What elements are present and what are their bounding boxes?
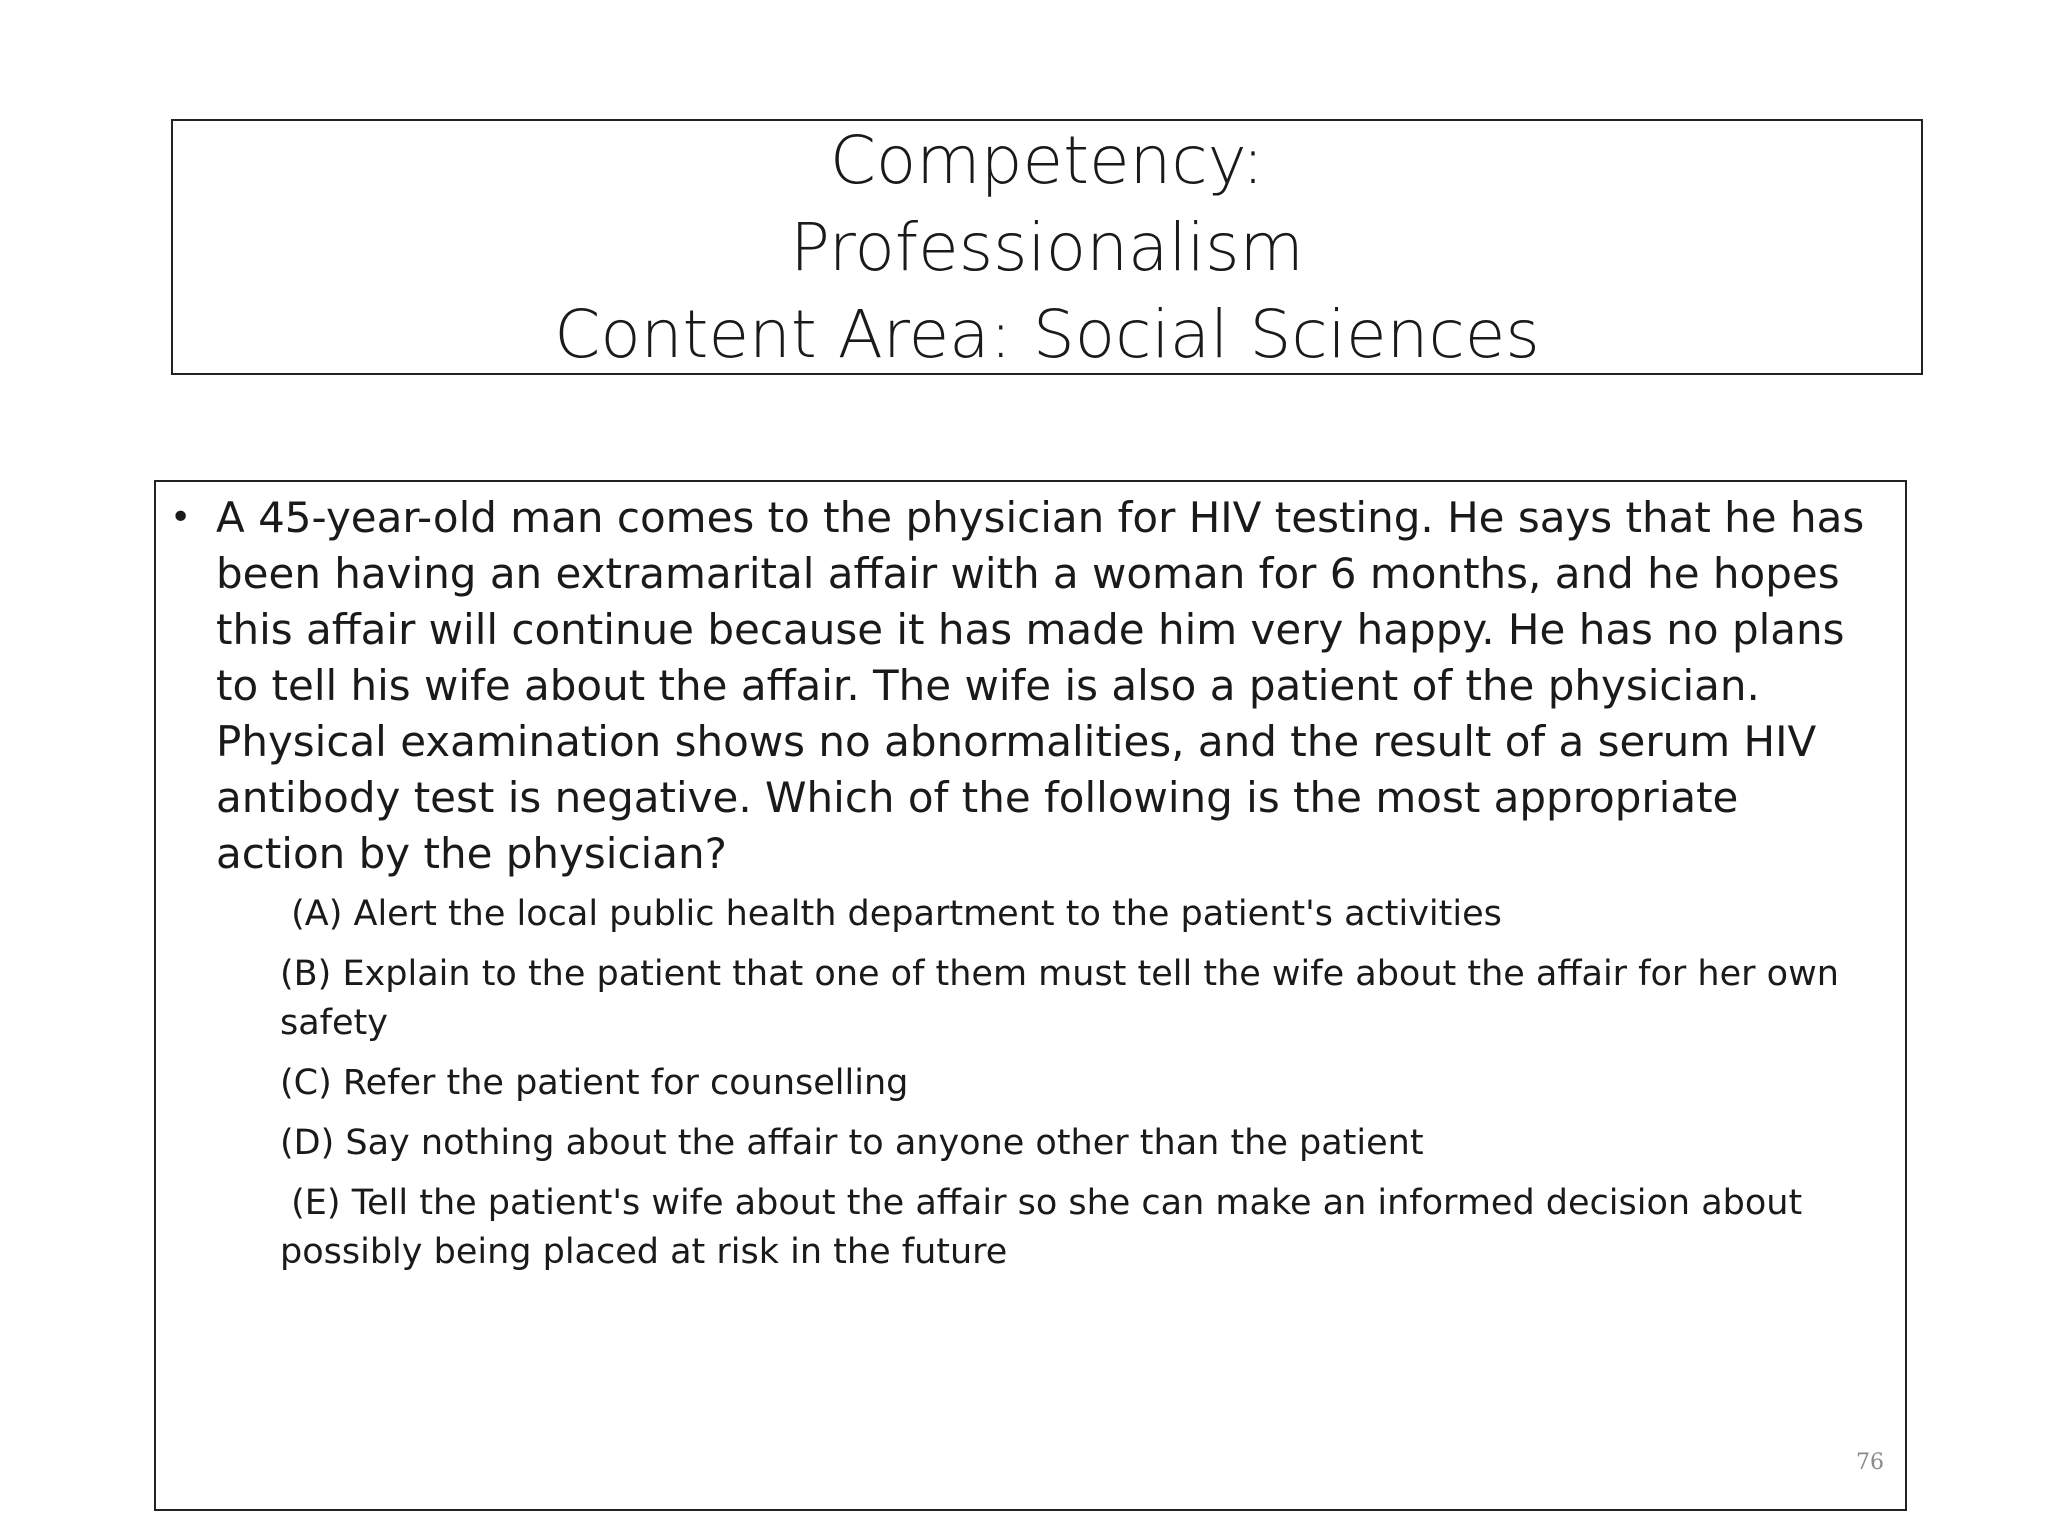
page-number: 76 xyxy=(1856,1450,1884,1475)
title-competency: Competency: xyxy=(829,121,1265,199)
question-stem: A 45-year-old man comes to the physician for HIV testing. He says that he has been having an extramarital affair with a woman for 6 months, and he hopes this affair will continue because it has made him very happy. He has no plans to tell his wife about the affair. The wife is also a patient of the physician. Physical examination shows no abnormalities, and the result of a serum HIV antibody test is negative. Which of the following is the most appropriate action by the physician? xyxy=(216,493,1865,878)
question-item xyxy=(170,490,1876,882)
option-d: (D) Say nothing about the affair to anyone other than the patient xyxy=(280,1123,1424,1163)
slide-title-box xyxy=(171,119,1923,375)
title-professionalism: Professionalism xyxy=(790,208,1304,286)
option-e: (E) Tell the patient's wife about the affair so she can make an informed decision about possibly being placed at risk in the future xyxy=(280,1183,1814,1272)
option-c: (C) Refer the patient for counselling xyxy=(280,1063,909,1103)
title-content-area: Content Area: Social Sciences xyxy=(554,295,1540,373)
question-content-box xyxy=(154,480,1907,1511)
option-a: (A) Alert the local public health department to the patient's activities xyxy=(280,894,1502,934)
answer-options xyxy=(280,890,1880,1288)
bullet-icon: • xyxy=(170,497,192,538)
option-b: (B) Explain to the patient that one of them must tell the wife about the affair for her own safety xyxy=(280,954,1839,1043)
